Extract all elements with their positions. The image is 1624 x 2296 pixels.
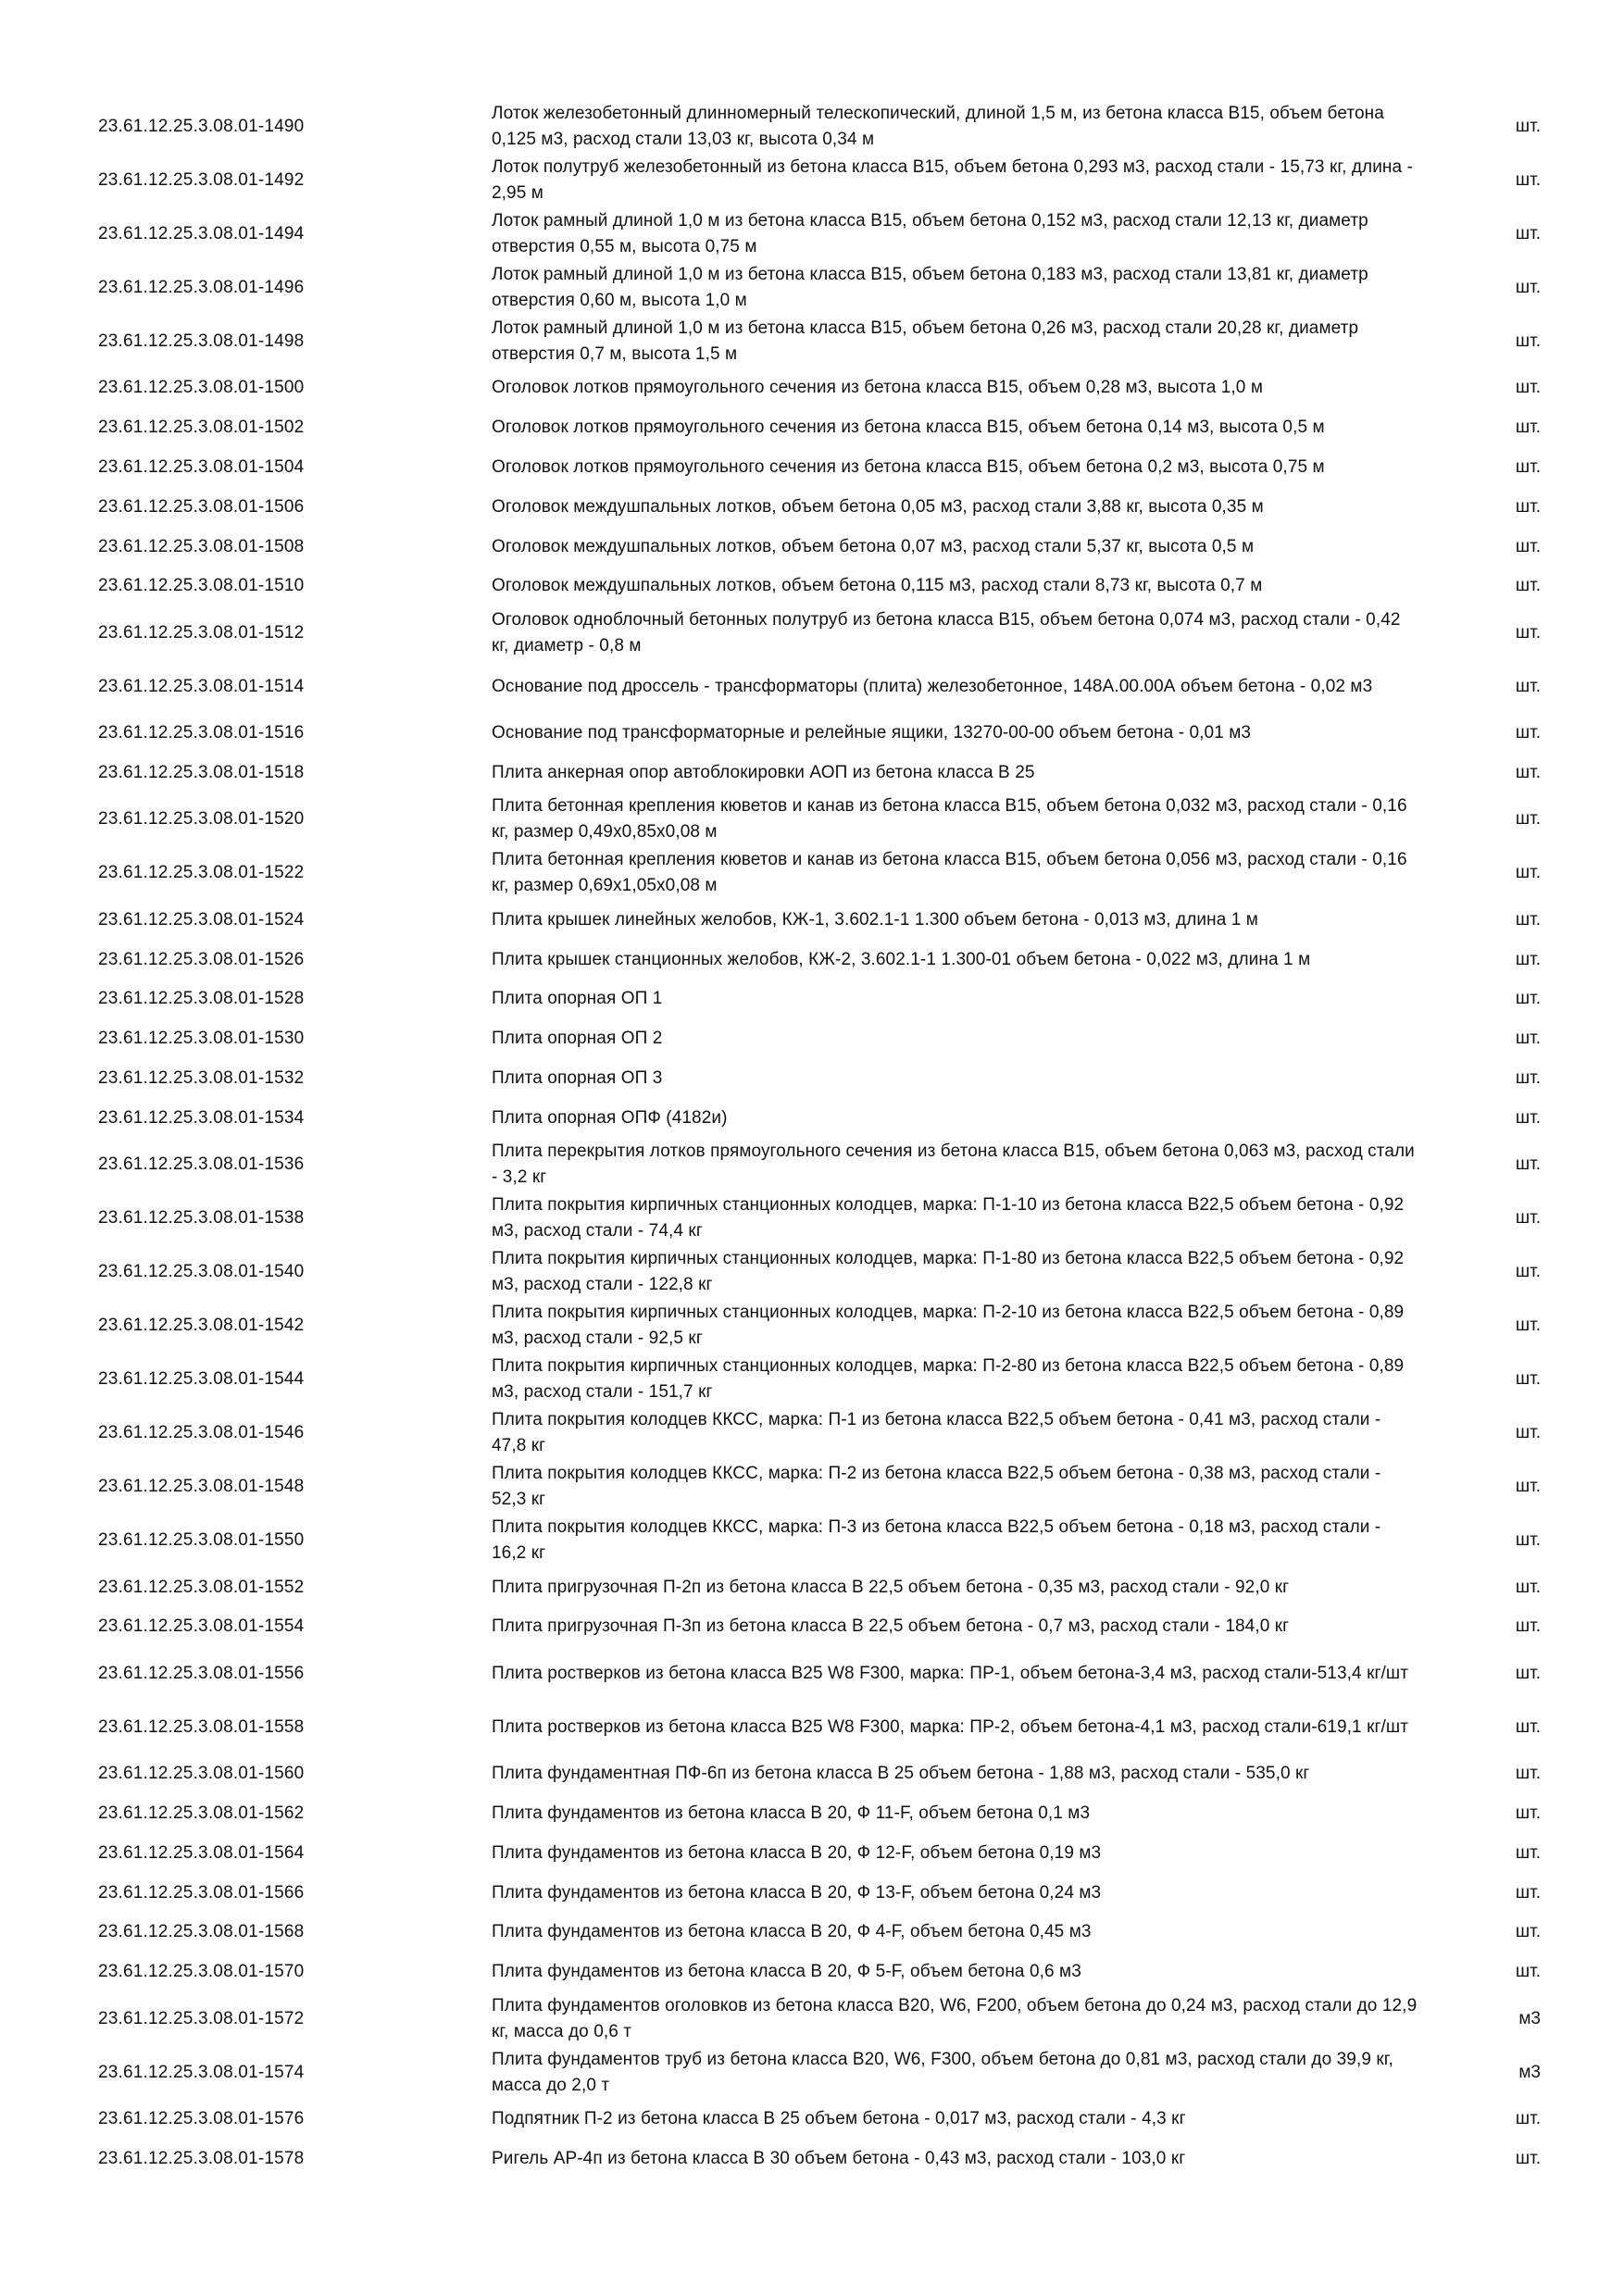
item-unit: шт.	[1515, 622, 1541, 643]
item-description: Плита покрытия кирпичных станционных колодцев, марка: П-2-10 из бетона класса В22,5 объем бетона - 0,89 м3, расход стали - 92,5 кг	[492, 1303, 1405, 1349]
item-code: 23.61.12.25.3.08.01-1550	[98, 1530, 305, 1551]
item-unit: шт.	[1515, 1577, 1541, 1597]
table-row	[98, 1138, 1543, 1192]
item-code: 23.61.12.25.3.08.01-1574	[98, 2062, 305, 2082]
item-unit: шт.	[1515, 1154, 1541, 1175]
item-code: 23.61.12.25.3.08.01-1504	[98, 456, 305, 477]
item-description: Плита покрытия кирпичных станционных колодцев, марка: П-1-80 из бетона класса В22,5 объем бетона - 0,92 м3, расход стали - 122,8 кг	[492, 1249, 1405, 1295]
item-description: Плита пригрузочная П-2п из бетона класса В 22,5 объем бетона - 0,35 м3, расход стали - 92,0 кг	[492, 1577, 1290, 1597]
table-row	[98, 1953, 1543, 1992]
table-row	[98, 527, 1543, 567]
item-code: 23.61.12.25.3.08.01-1534	[98, 1107, 305, 1128]
item-code: 23.61.12.25.3.08.01-1546	[98, 1423, 305, 1443]
table-row	[98, 660, 1543, 714]
table-row	[98, 1406, 1543, 1460]
table-row	[98, 315, 1543, 368]
item-unit: м3	[1518, 2062, 1541, 2082]
table-row	[98, 980, 1543, 1019]
table-row	[98, 1460, 1543, 1514]
item-unit: шт.	[1515, 1067, 1541, 1088]
item-description: Оголовок лотков прямоугольного сечения из бетона класса В15, объем бетона 0,2 м3, высота 0,75 м	[492, 456, 1325, 477]
price-list-table	[98, 100, 1543, 2178]
item-unit: шт.	[1515, 1369, 1541, 1390]
table-row	[98, 792, 1543, 846]
table-row	[98, 846, 1543, 900]
item-unit: шт.	[1515, 170, 1541, 190]
item-description: Плита опорная ОП 1	[492, 989, 663, 1009]
item-description: Лоток полутруб железобетонный из бетона класса В15, объем бетона 0,293 м3, расход стали - 15,73 кг, длина - 2,95 м	[492, 157, 1413, 203]
table-row	[98, 261, 1543, 315]
item-unit: шт.	[1515, 723, 1541, 743]
item-unit: шт.	[1515, 117, 1541, 136]
item-code: 23.61.12.25.3.08.01-1490	[98, 117, 305, 136]
item-description: Плита опорная ОПФ (4182и)	[492, 1107, 728, 1128]
item-unit: шт.	[1515, 1208, 1541, 1229]
item-unit: шт.	[1515, 676, 1541, 696]
table-row	[98, 1754, 1543, 1794]
item-unit: шт.	[1515, 809, 1541, 830]
table-row	[98, 1992, 1543, 2046]
item-unit: шт.	[1515, 418, 1541, 438]
item-description: Плита анкерная опор автоблокировки АОП из бетона класса В 25	[492, 762, 1035, 782]
item-unit: шт.	[1515, 1842, 1541, 1863]
item-unit: шт.	[1515, 536, 1541, 556]
table-row	[98, 940, 1543, 980]
item-unit: шт.	[1515, 1107, 1541, 1128]
item-unit: м3	[1518, 2008, 1541, 2028]
table-row	[98, 1647, 1543, 1701]
table-row	[98, 1514, 1543, 1567]
item-description: Плита ростверков из бетона класса В25 W8 F300, марка: ПР-2, объем бетона-4,1 м3, расход стали-619,1 кг/шт	[492, 1716, 1409, 1737]
item-description: Плита фундаментов оголовков из бетона класса В20, W6, F200, объем бетона до 0,24 м3, расход стали до 12,9 кг, масса до 0,6 т	[492, 1995, 1418, 2041]
item-code: 23.61.12.25.3.08.01-1540	[98, 1262, 305, 1282]
item-code: 23.61.12.25.3.08.01-1528	[98, 989, 305, 1009]
item-code: 23.61.12.25.3.08.01-1524	[98, 909, 305, 930]
table-row	[98, 1701, 1543, 1754]
item-description: Оголовок междушпальных лотков, объем бетона 0,115 м3, расход стали 8,73 кг, высота 0,7 м	[492, 576, 1263, 596]
table-row	[98, 606, 1543, 660]
table-row	[98, 1833, 1543, 1873]
item-unit: шт.	[1515, 989, 1541, 1009]
table-row	[98, 1567, 1543, 1607]
item-code: 23.61.12.25.3.08.01-1518	[98, 762, 305, 782]
item-description: Оголовок лотков прямоугольного сечения из бетона класса В15, объем бетона 0,14 м3, высота 0,5 м	[492, 418, 1325, 438]
table-row	[98, 2139, 1543, 2178]
item-description: Плита фундаментов из бетона класса В 20, Ф 12-F, объем бетона 0,19 м3	[492, 1842, 1102, 1863]
item-description: Оголовок лотков прямоугольного сечения из бетона класса В15, объем 0,28 м3, высота 1,0 м	[492, 378, 1263, 398]
item-unit: шт.	[1515, 496, 1541, 517]
table-row	[98, 1607, 1543, 1647]
item-code: 23.61.12.25.3.08.01-1564	[98, 1842, 305, 1863]
item-description: Плита ростверков из бетона класса В25 W8 F300, марка: ПР-1, объем бетона-3,4 м3, расход стали-513,4 кг/шт	[492, 1663, 1409, 1683]
item-code: 23.61.12.25.3.08.01-1520	[98, 809, 305, 830]
item-unit: шт.	[1515, 863, 1541, 883]
table-row	[98, 1192, 1543, 1245]
table-row	[98, 1873, 1543, 1913]
item-description: Плита покрытия колодцев ККСС, марка: П-2 из бетона класса В22,5 объем бетона - 0,38 м3, расход стали - 52,3 кг	[492, 1464, 1381, 1510]
table-row	[98, 207, 1543, 261]
table-row	[98, 1794, 1543, 1834]
item-code: 23.61.12.25.3.08.01-1508	[98, 536, 305, 556]
item-unit: шт.	[1515, 1423, 1541, 1443]
item-description: Плита фундаментная ПФ-6п из бетона класса В 25 объем бетона - 1,88 м3, расход стали - 535,0 кг	[492, 1764, 1310, 1784]
table-row	[98, 1059, 1543, 1099]
table-row	[98, 408, 1543, 448]
table-row	[98, 1245, 1543, 1299]
item-unit: шт.	[1515, 1882, 1541, 1903]
item-unit: шт.	[1515, 1316, 1541, 1336]
item-code: 23.61.12.25.3.08.01-1530	[98, 1029, 305, 1049]
table-row	[98, 100, 1543, 154]
item-code: 23.61.12.25.3.08.01-1494	[98, 224, 305, 243]
item-code: 23.61.12.25.3.08.01-1552	[98, 1577, 305, 1597]
item-code: 23.61.12.25.3.08.01-1510	[98, 576, 305, 596]
item-code: 23.61.12.25.3.08.01-1522	[98, 863, 305, 883]
item-description: Плита покрытия кирпичных станционных колодцев, марка: П-1-10 из бетона класса В22,5 объем бетона - 0,92 м3, расход стали - 74,4 кг	[492, 1195, 1405, 1242]
table-row	[98, 754, 1543, 793]
item-code: 23.61.12.25.3.08.01-1532	[98, 1067, 305, 1088]
table-row	[98, 154, 1543, 207]
item-description: Плита фундаментов из бетона класса В 20, Ф 11-F, объем бетона 0,1 м3	[492, 1803, 1091, 1823]
item-code: 23.61.12.25.3.08.01-1554	[98, 1616, 305, 1637]
item-code: 23.61.12.25.3.08.01-1562	[98, 1803, 305, 1823]
item-description: Оголовок междушпальных лотков, объем бетона 0,07 м3, расход стали 5,37 кг, высота 0,5 м	[492, 536, 1255, 556]
item-description: Оголовок одноблочный бетонных полутруб из бетона класса В15, объем бетона 0,074 м3, расход стали - 0,42 кг, диаметр - 0,8 м	[492, 609, 1401, 655]
table-row	[98, 2100, 1543, 2140]
item-code: 23.61.12.25.3.08.01-1558	[98, 1716, 305, 1737]
item-code: 23.61.12.25.3.08.01-1560	[98, 1764, 305, 1784]
item-description: Лоток рамный длиной 1,0 м из бетона класса В15, объем бетона 0,26 м3, расход стали 20,28 кг, диаметр отверстия 0,7 м, высота 1,5 м	[492, 318, 1359, 364]
item-code: 23.61.12.25.3.08.01-1542	[98, 1316, 305, 1336]
item-description: Плита покрытия кирпичных станционных колодцев, марка: П-2-80 из бетона класса В22,5 объем бетона - 0,89 м3, расход стали - 151,7 кг	[492, 1356, 1405, 1403]
table-row	[98, 1098, 1543, 1138]
item-unit: шт.	[1515, 2108, 1541, 2128]
item-unit: шт.	[1515, 576, 1541, 596]
item-description: Плита бетонная крепления кюветов и канав из бетона класса В15, объем бетона 0,056 м3, расход стали - 0,16 кг, размер 0,69х1,05х0,08 м	[492, 850, 1407, 896]
item-code: 23.61.12.25.3.08.01-1512	[98, 622, 305, 643]
item-unit: шт.	[1515, 378, 1541, 398]
item-unit: шт.	[1515, 1663, 1541, 1683]
item-description: Лоток рамный длиной 1,0 м из бетона класса В15, объем бетона 0,183 м3, расход стали 13,81 кг, диаметр отверстия 0,60 м, высота 1,0 м	[492, 265, 1368, 310]
table-row	[98, 900, 1543, 940]
item-unit: шт.	[1515, 224, 1541, 243]
table-row	[98, 1913, 1543, 1953]
item-unit: шт.	[1515, 1477, 1541, 1497]
table-row	[98, 567, 1543, 606]
item-unit: шт.	[1515, 762, 1541, 782]
item-description: Оголовок междушпальных лотков, объем бетона 0,05 м3, расход стали 3,88 кг, высота 0,35 м	[492, 496, 1264, 517]
item-code: 23.61.12.25.3.08.01-1544	[98, 1369, 305, 1390]
item-code: 23.61.12.25.3.08.01-1566	[98, 1882, 305, 1903]
item-description: Плита перекрытия лотков прямоугольного сечения из бетона класса В15, объем бетона 0,063 м3, расход стали - 3,2 кг	[492, 1142, 1415, 1188]
table-row	[98, 368, 1543, 408]
item-description: Плита фундаментов из бетона класса В 20, Ф 13-F, объем бетона 0,24 м3	[492, 1882, 1102, 1903]
item-unit: шт.	[1515, 278, 1541, 297]
item-code: 23.61.12.25.3.08.01-1548	[98, 1477, 305, 1497]
item-unit: шт.	[1515, 909, 1541, 930]
item-unit: шт.	[1515, 1530, 1541, 1551]
item-code: 23.61.12.25.3.08.01-1556	[98, 1663, 305, 1683]
item-unit: шт.	[1515, 1716, 1541, 1737]
item-unit: шт.	[1515, 456, 1541, 477]
item-code: 23.61.12.25.3.08.01-1572	[98, 2008, 305, 2028]
table-row	[98, 487, 1543, 527]
item-description: Основание под трансформаторные и релейные ящики, 13270-00-00 объем бетона - 0,01 м3	[492, 723, 1252, 743]
item-unit: шт.	[1515, 331, 1541, 351]
item-code: 23.61.12.25.3.08.01-1506	[98, 496, 305, 517]
item-unit: шт.	[1515, 1803, 1541, 1823]
table-row	[98, 1353, 1543, 1406]
table-row	[98, 448, 1543, 488]
item-code: 23.61.12.25.3.08.01-1514	[98, 676, 305, 696]
item-code: 23.61.12.25.3.08.01-1496	[98, 278, 305, 297]
item-code: 23.61.12.25.3.08.01-1502	[98, 418, 305, 438]
item-unit: шт.	[1515, 1029, 1541, 1049]
item-description: Лоток рамный длиной 1,0 м из бетона класса В15, объем бетона 0,152 м3, расход стали 12,13 кг, диаметр отверстия 0,55 м, высота 0,75 м	[492, 211, 1368, 256]
item-description: Плита покрытия колодцев ККСС, марка: П-1 из бетона класса В22,5 объем бетона - 0,41 м3, расход стали - 47,8 кг	[492, 1410, 1381, 1456]
item-description: Плита опорная ОП 3	[492, 1067, 663, 1088]
item-code: 23.61.12.25.3.08.01-1526	[98, 949, 305, 969]
item-description: Подпятник П-2 из бетона класса В 25 объем бетона - 0,017 м3, расход стали - 4,3 кг	[492, 2108, 1186, 2128]
item-description: Плита пригрузочная П-3п из бетона класса В 22,5 объем бетона - 0,7 м3, расход стали - 184,0 кг	[492, 1616, 1290, 1637]
item-code: 23.61.12.25.3.08.01-1578	[98, 2148, 305, 2168]
item-unit: шт.	[1515, 1764, 1541, 1784]
item-code: 23.61.12.25.3.08.01-1570	[98, 1962, 305, 1982]
item-description: Плита фундаментов труб из бетона класса В20, W6, F300, объем бетона до 0,81 м3, расход стали до 39,9 кг, масса до 2,0 т	[492, 2049, 1393, 2095]
item-description: Плита бетонная крепления кюветов и канав из бетона класса В15, объем бетона 0,032 м3, расход стали - 0,16 кг, размер 0,49х0,85х0,08 м	[492, 796, 1407, 842]
item-description: Плита фундаментов из бетона класса В 20, Ф 5-F, объем бетона 0,6 м3	[492, 1962, 1081, 1982]
table-row	[98, 1299, 1543, 1353]
item-code: 23.61.12.25.3.08.01-1568	[98, 1922, 305, 1942]
item-description: Плита покрытия колодцев ККСС, марка: П-3 из бетона класса В22,5 объем бетона - 0,18 м3, расход стали - 16,2 кг	[492, 1517, 1381, 1564]
item-description: Плита опорная ОП 2	[492, 1029, 663, 1049]
item-code: 23.61.12.25.3.08.01-1498	[98, 331, 305, 351]
item-description: Основание под дроссель - трансформаторы (плита) железобетонное, 148А.00.00А объем бетона - 0,02 м3	[492, 676, 1373, 696]
item-unit: шт.	[1515, 1262, 1541, 1282]
item-code: 23.61.12.25.3.08.01-1500	[98, 378, 305, 398]
item-unit: шт.	[1515, 949, 1541, 969]
item-unit: шт.	[1515, 2148, 1541, 2168]
item-description: Ригель АР-4п из бетона класса В 30 объем бетона - 0,43 м3, расход стали - 103,0 кг	[492, 2148, 1186, 2168]
item-code: 23.61.12.25.3.08.01-1538	[98, 1208, 305, 1229]
item-code: 23.61.12.25.3.08.01-1576	[98, 2108, 305, 2128]
table-row	[98, 714, 1543, 754]
item-description: Плита фундаментов из бетона класса В 20, Ф 4-F, объем бетона 0,45 м3	[492, 1922, 1092, 1942]
item-description: Лоток железобетонный длинномерный телескопический, длиной 1,5 м, из бетона класса В15, объем бетона 0,125 м3, расход стали 13,03 кг, высота 0,34 м	[492, 104, 1384, 149]
item-description: Плита крышек станционных желобов, КЖ-2, 3.602.1-1 1.300-01 объем бетона - 0,022 м3, длина 1 м	[492, 949, 1311, 969]
item-code: 23.61.12.25.3.08.01-1516	[98, 723, 305, 743]
table-row	[98, 1019, 1543, 1059]
item-description: Плита крышек линейных желобов, КЖ-1, 3.602.1-1 1.300 объем бетона - 0,013 м3, длина 1 м	[492, 909, 1258, 930]
item-unit: шт.	[1515, 1962, 1541, 1982]
item-code: 23.61.12.25.3.08.01-1492	[98, 170, 305, 190]
item-unit: шт.	[1515, 1922, 1541, 1942]
table-row	[98, 2046, 1543, 2100]
item-code: 23.61.12.25.3.08.01-1536	[98, 1154, 305, 1175]
item-unit: шт.	[1515, 1616, 1541, 1637]
